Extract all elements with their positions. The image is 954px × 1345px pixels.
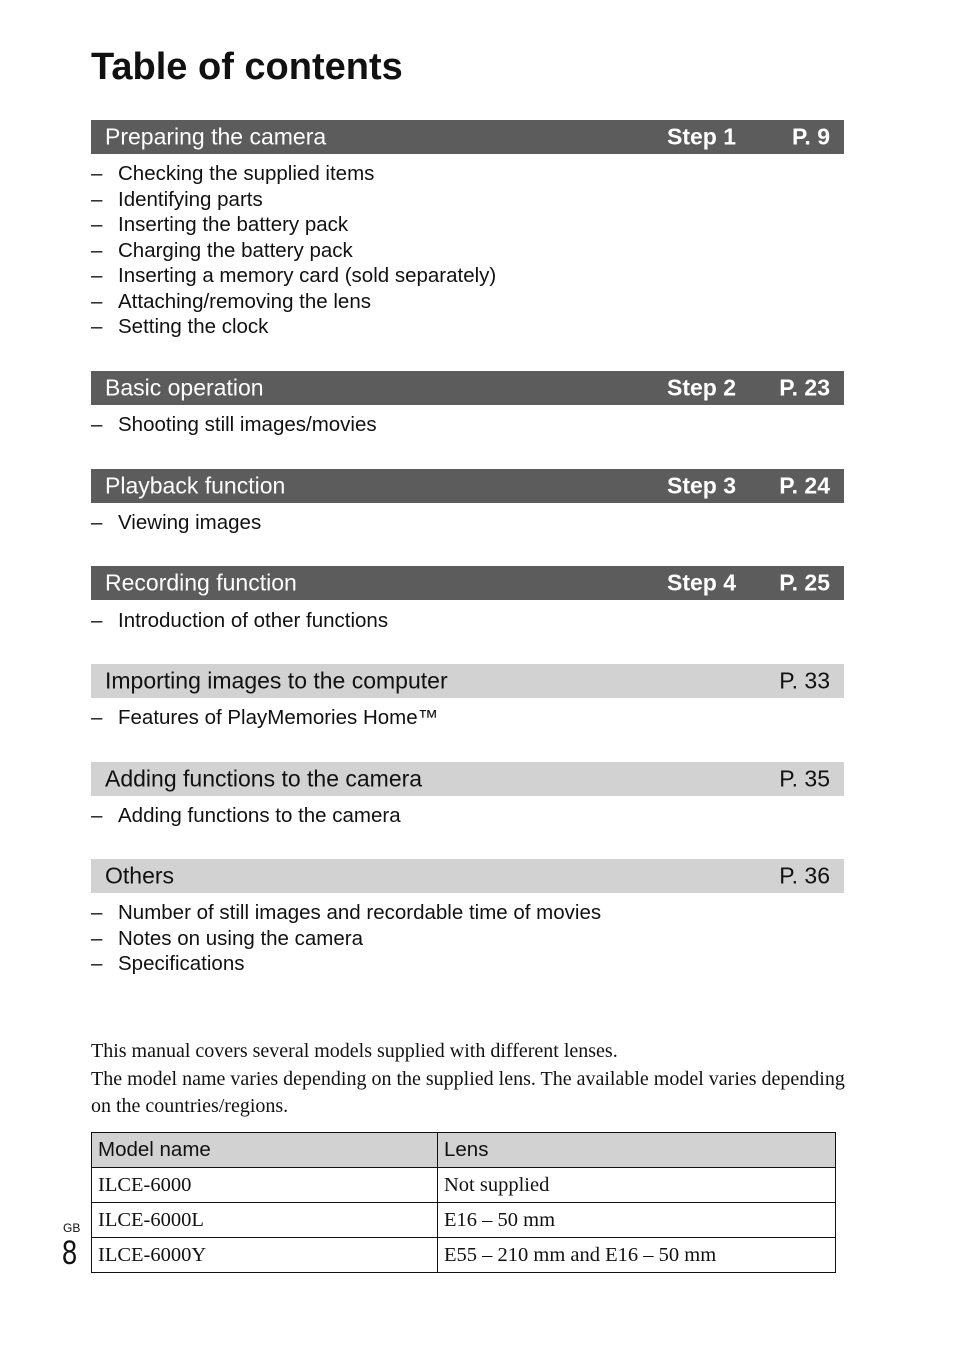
section-step: Step 4 xyxy=(667,569,737,596)
list-item-label: Notes on using the camera xyxy=(118,926,363,950)
list-item[interactable] xyxy=(91,161,496,187)
section-items-playback xyxy=(91,510,261,536)
section-items-basic-operation xyxy=(91,412,377,438)
section-header-basic-operation[interactable] xyxy=(91,371,844,405)
dash-bullet: – xyxy=(91,315,103,338)
list-item-label: Identifying parts xyxy=(118,187,263,211)
region-code: GB xyxy=(63,1221,81,1235)
table-header-row xyxy=(92,1133,836,1168)
list-item-label: Inserting the battery pack xyxy=(118,213,349,236)
dash-bullet: – xyxy=(91,238,103,262)
section-header-playback[interactable] xyxy=(91,469,844,503)
table-header-model: Model name xyxy=(92,1133,438,1168)
section-header-others[interactable] xyxy=(91,859,844,893)
model-table xyxy=(91,1132,836,1273)
list-item[interactable] xyxy=(91,314,496,340)
list-item[interactable] xyxy=(91,238,496,264)
list-item[interactable] xyxy=(91,510,261,536)
section-page-ref[interactable]: P. 35 xyxy=(779,765,830,792)
section-items-preparing xyxy=(91,161,496,340)
dash-bullet: – xyxy=(91,901,103,924)
table-cell-model: ILCE-6000Y xyxy=(92,1238,438,1273)
page-number: 8 xyxy=(62,1234,78,1272)
section-page-ref[interactable]: P. 33 xyxy=(779,667,830,694)
list-item-label: Viewing images xyxy=(118,511,262,534)
section-page-ref[interactable]: P. 36 xyxy=(779,862,830,889)
section-title: Recording function xyxy=(105,569,297,596)
dash-bullet: – xyxy=(91,162,103,185)
list-item[interactable] xyxy=(91,212,496,238)
dash-bullet: – xyxy=(91,264,103,287)
section-step: Step 3 xyxy=(667,472,737,499)
table-cell-lens: Not supplied xyxy=(438,1168,836,1203)
list-item-label: Attaching/removing the lens xyxy=(118,289,371,313)
section-title: Basic operation xyxy=(105,374,264,401)
note-line-2: The model name varies depending on the supplied lens. The available model varies depending on the countries/regions. xyxy=(91,1067,845,1117)
dash-bullet: – xyxy=(91,609,103,632)
section-title: Preparing the camera xyxy=(105,123,327,150)
section-title: Importing images to the computer xyxy=(105,667,448,694)
table-cell-lens: E16 – 50 mm xyxy=(438,1203,836,1238)
section-items-adding-functions xyxy=(91,803,401,829)
dash-bullet: – xyxy=(91,952,103,975)
dash-bullet: – xyxy=(91,187,103,211)
list-item-label: Adding functions to the camera xyxy=(118,804,401,827)
dash-bullet: – xyxy=(91,213,103,236)
list-item[interactable] xyxy=(91,926,601,952)
list-item-label: Charging the battery pack xyxy=(118,238,353,262)
section-page-ref[interactable]: P. 25 xyxy=(779,569,830,596)
section-items-others xyxy=(91,900,601,977)
table-cell-model: ILCE-6000L xyxy=(92,1203,438,1238)
table-row xyxy=(92,1238,836,1273)
table-header-lens: Lens xyxy=(438,1133,836,1168)
section-header-recording[interactable] xyxy=(91,566,844,600)
list-item-label: Inserting a memory card (sold separately) xyxy=(118,264,497,287)
section-page-ref[interactable]: P. 9 xyxy=(792,123,830,150)
section-page-ref[interactable]: P. 24 xyxy=(779,472,830,499)
dash-bullet: – xyxy=(91,926,103,950)
dash-bullet: – xyxy=(91,511,103,534)
dash-bullet: – xyxy=(91,413,103,436)
section-items-importing xyxy=(91,705,438,731)
list-item-label: Checking the supplied items xyxy=(118,162,375,185)
list-item[interactable] xyxy=(91,705,438,731)
list-item[interactable] xyxy=(91,608,388,634)
list-item-label: Number of still images and recordable time of movies xyxy=(118,901,602,924)
list-item-label: Features of PlayMemories Home™ xyxy=(118,706,439,729)
table-cell-lens: E55 – 210 mm and E16 – 50 mm xyxy=(438,1238,836,1273)
section-title: Others xyxy=(105,862,175,889)
section-step: Step 2 xyxy=(667,374,737,401)
section-page-ref[interactable]: P. 23 xyxy=(779,374,830,401)
section-header-preparing[interactable] xyxy=(91,120,844,154)
section-step: Step 1 xyxy=(667,123,737,150)
list-item[interactable] xyxy=(91,803,401,829)
dash-bullet: – xyxy=(91,804,103,827)
list-item[interactable] xyxy=(91,951,601,977)
list-item[interactable] xyxy=(91,187,496,213)
list-item[interactable] xyxy=(91,900,601,926)
list-item-label: Specifications xyxy=(118,952,245,975)
table-row xyxy=(92,1203,836,1238)
section-title: Adding functions to the camera xyxy=(105,765,423,792)
table-cell-model: ILCE-6000 xyxy=(92,1168,438,1203)
dash-bullet: – xyxy=(91,289,103,313)
section-header-importing[interactable] xyxy=(91,664,844,698)
list-item-label: Introduction of other functions xyxy=(118,609,389,632)
model-note xyxy=(91,1038,851,1121)
dash-bullet: – xyxy=(91,706,103,729)
list-item[interactable] xyxy=(91,412,377,438)
list-item[interactable] xyxy=(91,263,496,289)
table-row xyxy=(92,1168,836,1203)
list-item-label: Setting the clock xyxy=(118,315,269,338)
section-title: Playback function xyxy=(105,472,286,499)
note-line-1: This manual covers several models supplied with different lenses. xyxy=(91,1040,618,1062)
section-items-recording xyxy=(91,608,388,634)
page-title: Table of contents xyxy=(91,46,403,88)
section-header-adding-functions[interactable] xyxy=(91,762,844,796)
list-item[interactable] xyxy=(91,289,496,315)
list-item-label: Shooting still images/movies xyxy=(118,413,377,436)
